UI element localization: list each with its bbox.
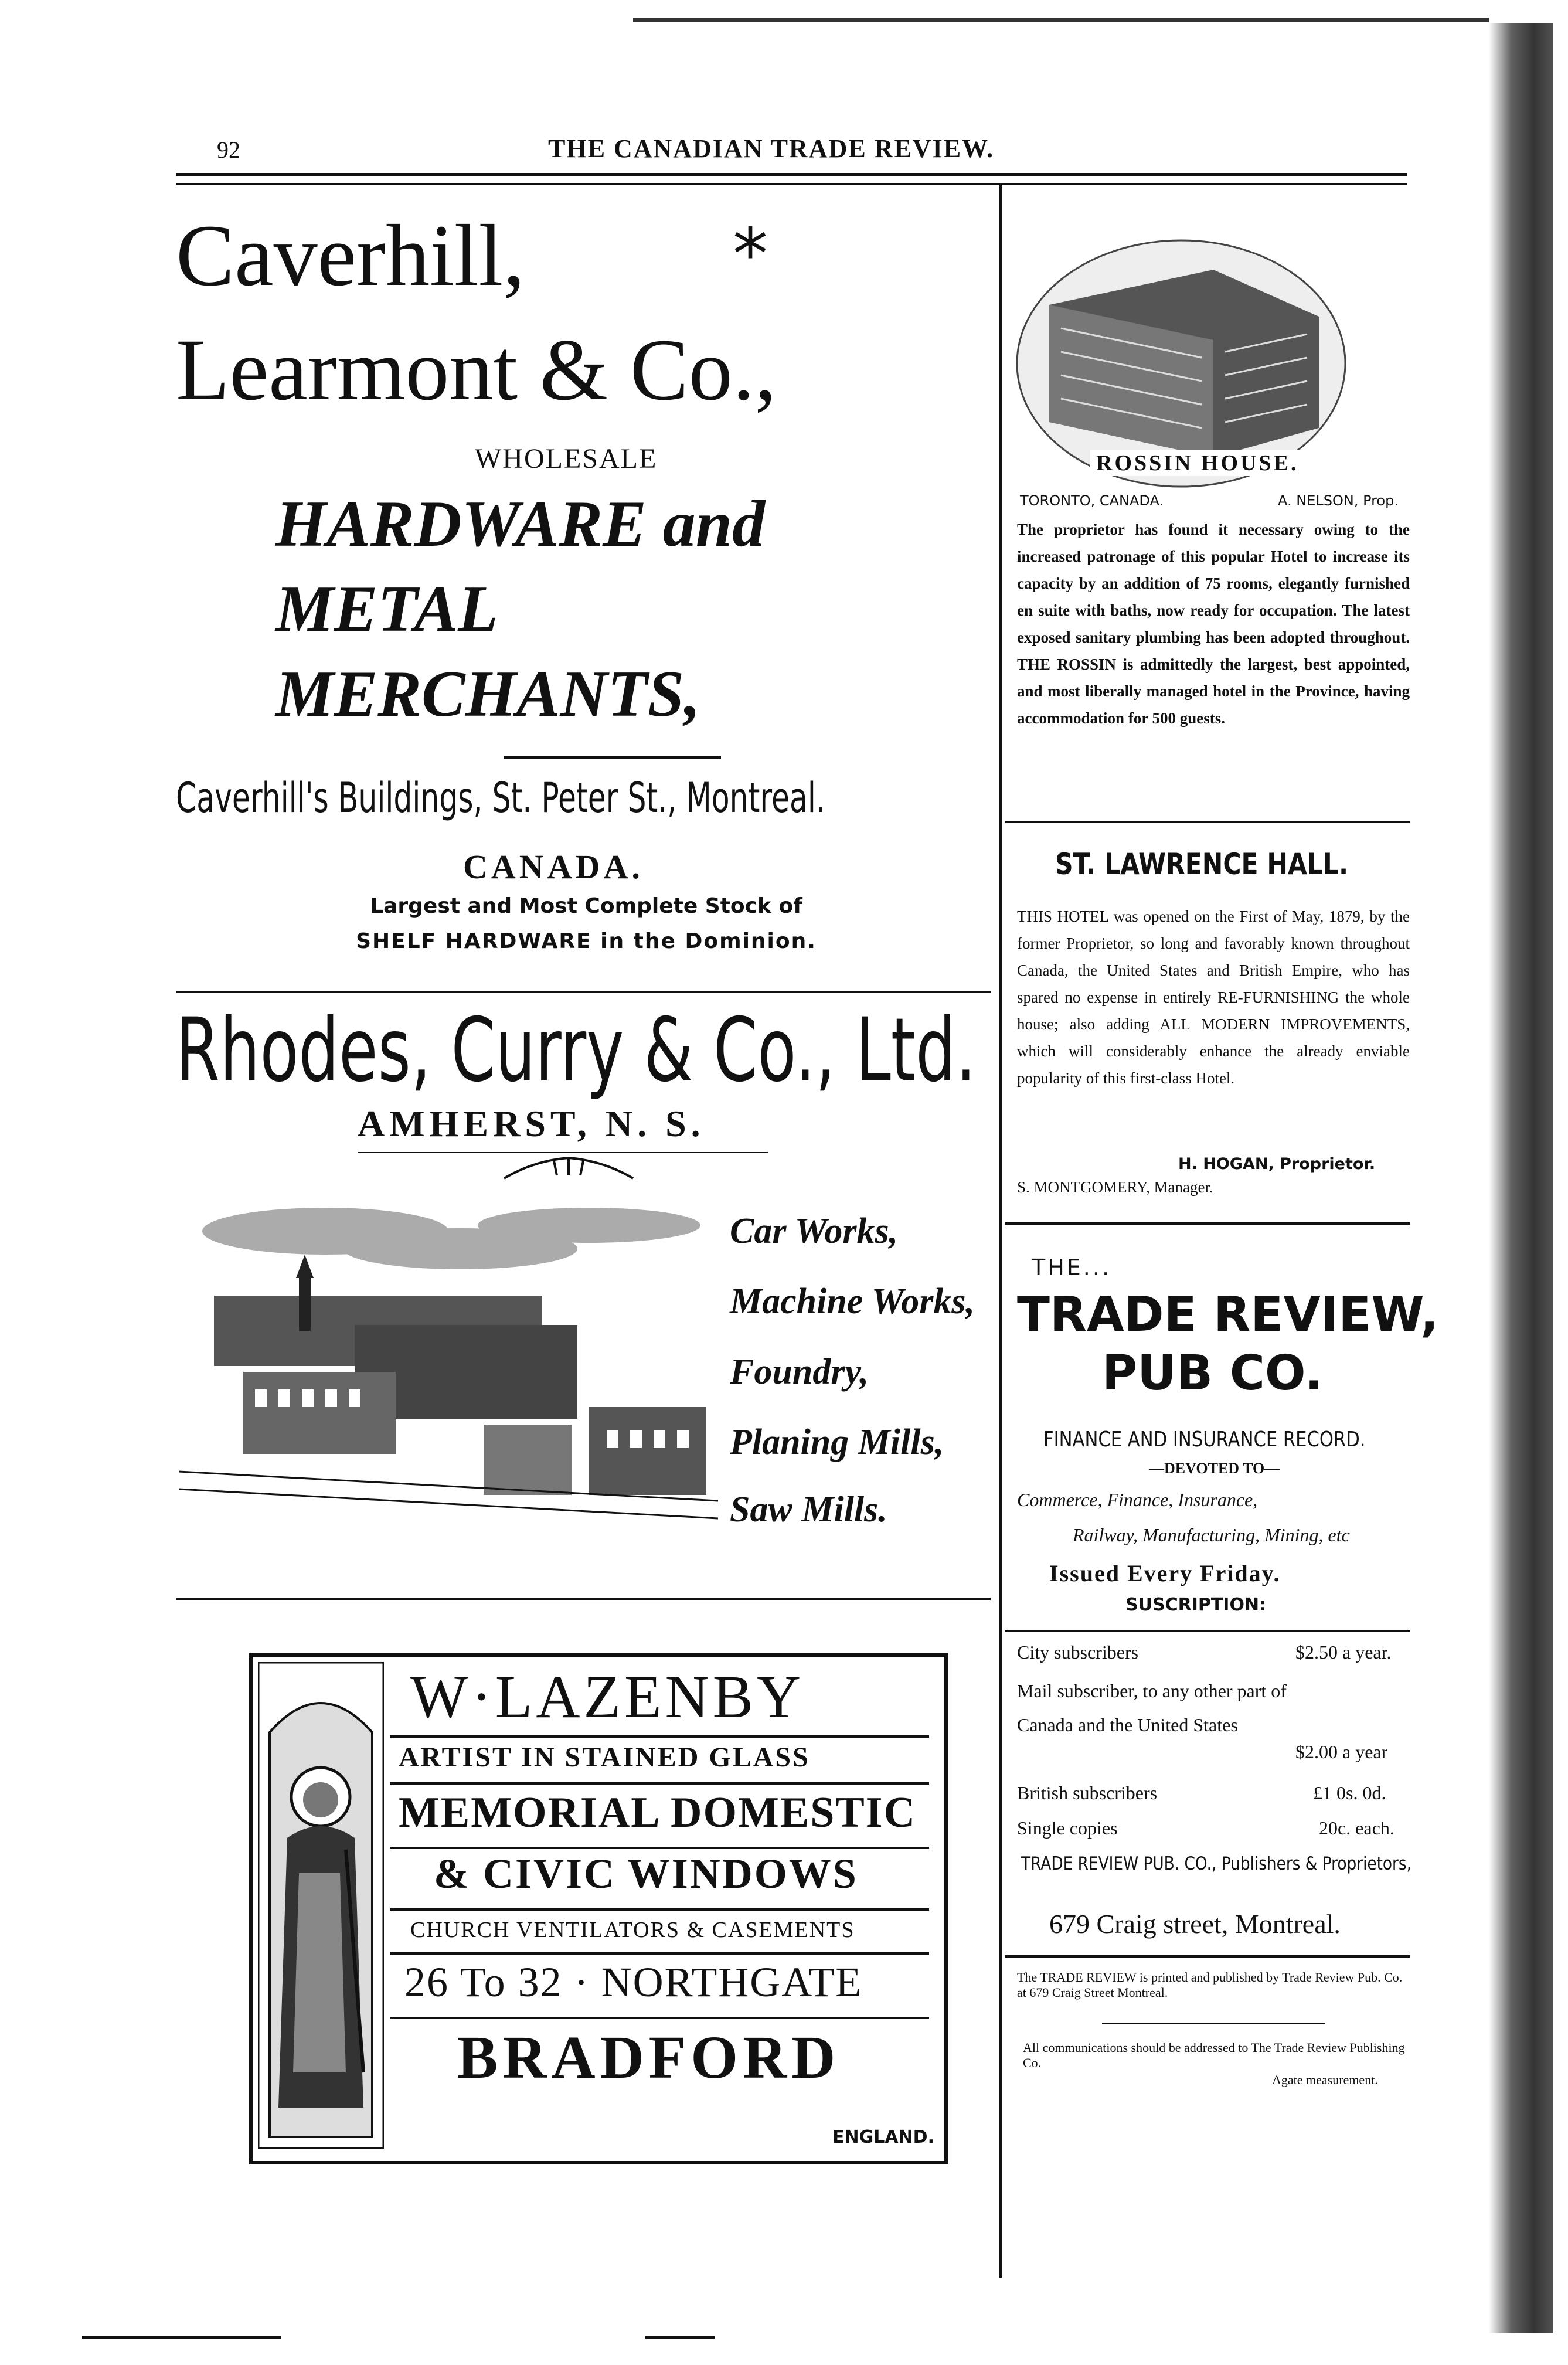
stlawrence-manager: S. MONTGOMERY, Manager. [1017, 1178, 1213, 1196]
works-item-1: Car Works, [730, 1211, 899, 1251]
rossin-city: TORONTO, CANADA. [1020, 492, 1164, 509]
lazenby-rule-6 [390, 2017, 929, 2019]
rate-label-1: City subscribers [1017, 1642, 1139, 1663]
lazenby-rule-4 [390, 1908, 929, 1911]
right-rule-2 [1005, 1222, 1410, 1225]
bottom-artifact-1 [82, 2336, 281, 2339]
right-rule-4 [1005, 1955, 1410, 1958]
tr-publisher: TRADE REVIEW PUB. CO., Publishers & Proprietors, [1021, 1853, 1412, 1874]
stlawrence-proprietor: H. HOGAN, Proprietor. [1178, 1155, 1376, 1173]
business-line-2: METAL [275, 573, 498, 645]
rate-price-3: £1 0s. 0d. [1313, 1782, 1386, 1803]
saint-figure-illustration [258, 1662, 384, 2149]
lazenby-line-7: BRADFORD [457, 2024, 841, 2091]
lazenby-rule-2 [390, 1782, 929, 1785]
rate-price-1: $2.50 a year. [1295, 1642, 1392, 1663]
lazenby-line-3: MEMORIAL DOMESTIC [399, 1789, 917, 1837]
lazenby-line-5: CHURCH VENTILATORS & CASEMENTS [410, 1918, 855, 1942]
lazenby-rule-3 [390, 1847, 929, 1849]
caverhill-tagline-2: SHELF HARDWARE in the Dominion. [356, 929, 817, 953]
section-rule-2 [176, 1598, 991, 1600]
rhodes-location: AMHERST, N. S. [358, 1103, 705, 1144]
tr-title-line2: PUB CO. [1102, 1345, 1323, 1401]
right-rule-1 [1005, 821, 1410, 823]
tr-title-line1: TRADE REVIEW, [1017, 1287, 1439, 1343]
rossin-body: The proprietor has found it necessary owing to the increased patronage of this popular Hotel to increase its capacity by an addition of 75 rooms, elegantly furnished en suite with baths, now ready for occupation. The latest exposed sanitary plumbing has been adopted throughout. THE ROSSIN is admittedly the largest, best appointed, and most liberally managed hotel in the Province, having accommodation for 500 guests. [1017, 521, 1410, 727]
caverhill-short-rule [504, 756, 721, 759]
country-label: CANADA. [463, 848, 644, 886]
right-rule-5 [1102, 2023, 1325, 2024]
lazenby-rule-5 [390, 1952, 929, 1955]
stlawrence-title: ST. LAWRENCE HALL. [1055, 847, 1349, 881]
caverhill-address: Caverhill's Buildings, St. Peter St., Montreal. [176, 774, 825, 822]
factory-illustration [179, 1196, 718, 1524]
wholesale-label: WHOLESALE [475, 443, 658, 474]
tr-the: THE... [1032, 1255, 1112, 1280]
stlawrence-body: THIS HOTEL was opened on the First of May, 1879, by the former Proprietor, so long and favorably known throughout Canada, the United States and British Empire, who has spared no expense in entirely RE-FURNISHING the whole house; also adding ALL MODERN IMPROVEMENTS, which will considerably enhance the already enviable popularity of this first-class Hotel. [1017, 908, 1410, 1087]
rate-label-3: British subscribers [1017, 1782, 1158, 1803]
works-item-2: Machine Works, [730, 1282, 975, 1321]
lazenby-line-6: 26 To 32 · NORTHGATE [404, 1959, 863, 2006]
rossin-proprietor: A. NELSON, Prop. [1278, 492, 1399, 509]
header-rule-2 [176, 183, 1407, 185]
tr-address: 679 Craig street, Montreal. [1049, 1909, 1341, 1939]
column-divider [999, 185, 1002, 2278]
rate-price-4: 20c. each. [1319, 1817, 1394, 1839]
section-rule-1 [176, 991, 991, 993]
rate-label-2: Mail subscriber, to any other part of Canada and the United States [1017, 1680, 1287, 1735]
page-number: 92 [217, 137, 240, 163]
right-rule-3 [1005, 1630, 1410, 1632]
tr-note-1: The TRADE REVIEW is printed and published by Trade Review Pub. Co. at 679 Craig Street Montreal. [1017, 1970, 1403, 2000]
rate-label-4: Single copies [1017, 1817, 1118, 1839]
header-rule [176, 173, 1407, 176]
rate-price-2: $2.00 a year [1295, 1741, 1388, 1762]
business-line-1: HARDWARE and [275, 488, 766, 560]
rossin-caption: ROSSIN HOUSE. [1090, 450, 1305, 476]
tr-note-2: All communications should be addressed to The Trade Review Publishing Co. [1023, 2040, 1405, 2070]
lazenby-rule-1 [390, 1735, 929, 1738]
top-scan-line [633, 18, 1489, 22]
bottom-artifact-2 [645, 2336, 715, 2339]
lazenby-name: W·LAZENBY [410, 1663, 805, 1731]
ornament-flourish [498, 1155, 639, 1184]
caverhill-name-line2: Learmont & Co., [176, 321, 777, 419]
journal-title: THE CANADIAN TRADE REVIEW. [548, 134, 995, 163]
asterisk-ornament: * [733, 214, 768, 295]
caverhill-name-line1: Caverhill, [176, 207, 525, 304]
lazenby-line-4: & CIVIC WINDOWS [434, 1850, 858, 1897]
tr-subtitle: FINANCE AND INSURANCE RECORD. [1043, 1428, 1366, 1452]
lazenby-country: ENGLAND. [832, 2127, 934, 2147]
tr-note-3: Agate measurement. [1272, 2072, 1378, 2087]
works-item-3: Foundry, [730, 1352, 869, 1392]
lazenby-line-2: ARTIST IN STAINED GLASS [399, 1742, 810, 1773]
tr-subscription: SUSCRIPTION: [1125, 1595, 1267, 1615]
rhodes-name: Rhodes, Curry & Co., Ltd. [176, 1000, 977, 1102]
location-underline [358, 1152, 768, 1153]
business-line-3: MERCHANTS, [275, 658, 701, 730]
works-item-4: Planing Mills, [730, 1422, 944, 1462]
tr-issued: Issued Every Friday. [1049, 1560, 1281, 1586]
caverhill-tagline-1: Largest and Most Complete Stock of [370, 894, 802, 918]
scan-edge-band [1489, 23, 1553, 2333]
tr-topics-2: Railway, Manufacturing, Mining, etc [1073, 1524, 1350, 1545]
tr-devoted: —DEVOTED TO— [1149, 1460, 1280, 1477]
works-item-5: Saw Mills. [730, 1490, 887, 1530]
tr-topics-1: Commerce, Finance, Insurance, [1017, 1489, 1258, 1510]
